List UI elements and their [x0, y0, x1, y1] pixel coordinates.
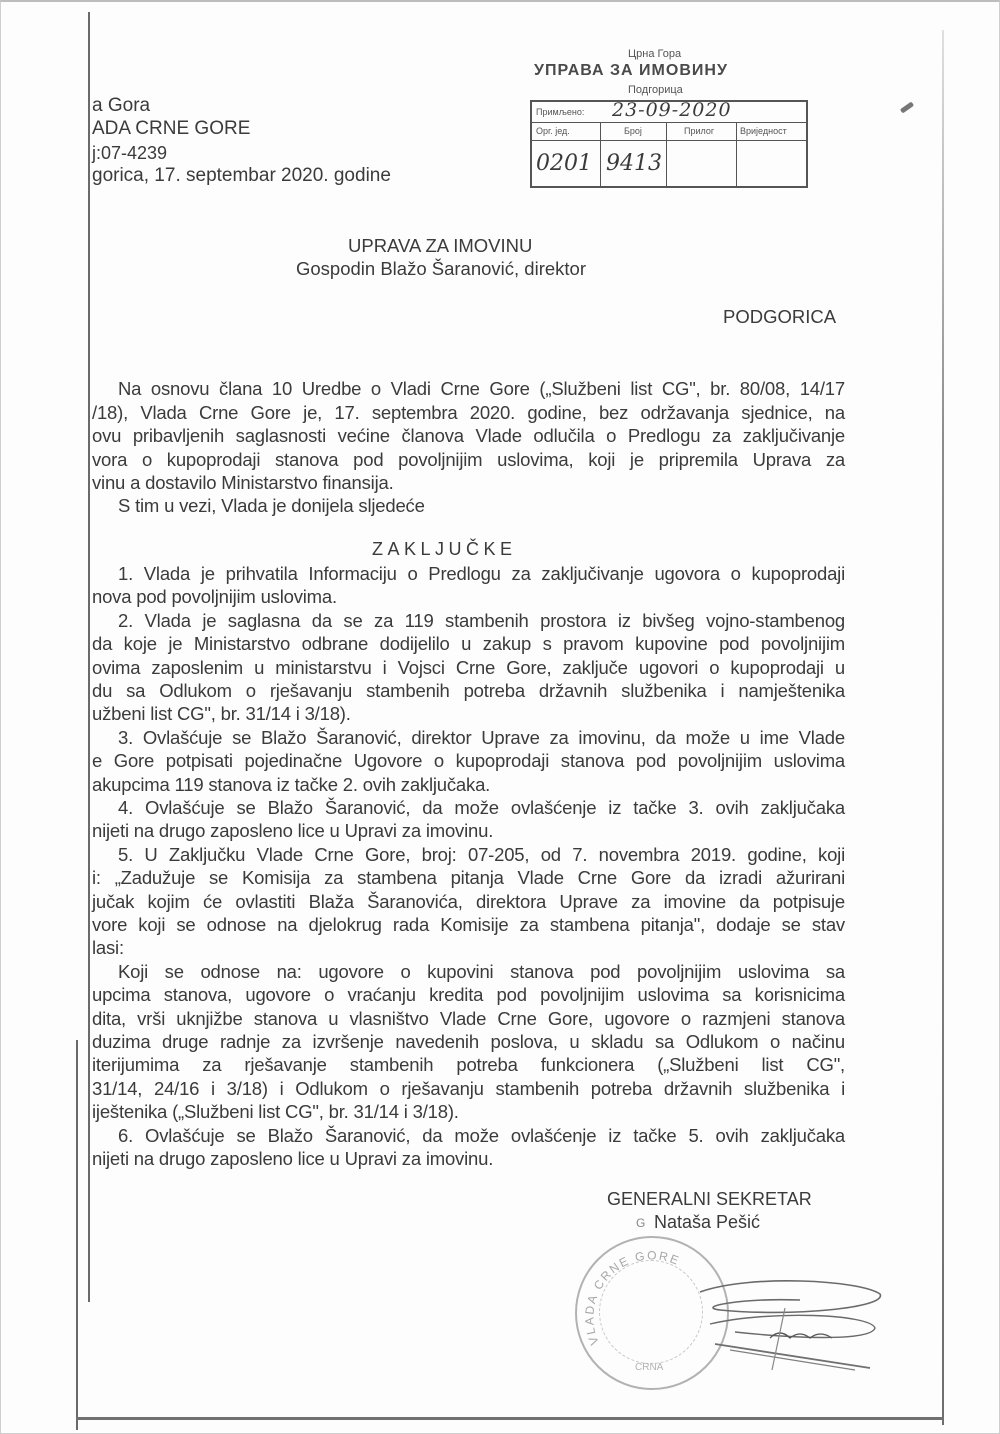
handwritten-signature: [690, 1262, 890, 1372]
header-reference-number: j:07-4239: [92, 143, 168, 163]
seal-partial-text: CRNA: [635, 1362, 664, 1373]
conclusion-line: 3. Ovlašćuje se Blažo Šaranović, direktor Uprave za imovinu, da može u ime Vlade: [118, 727, 845, 748]
svg-text:VLADA CRNE GORE: [582, 1248, 682, 1347]
conclusion-line: vore koji se odnose na djelokrug rada Komisije za stambena pitanja", dodaje se stav: [92, 914, 845, 935]
stamp-divider: [600, 122, 601, 188]
stamp-number-value: 9413: [606, 151, 662, 176]
seal-text: VLADA CRNE GORE: [582, 1248, 683, 1347]
intro-line: ovu pribavljenih saglasnosti većine članova Vlade odlučila o Predlogu za zaključivanje: [92, 425, 845, 446]
intro-line: vinu a dostavilo Ministarstvo finansija.: [92, 472, 394, 493]
conclusion-line: e Gore potpisati pojedinačne Ugovore o kupoprodaji stanova pod povoljnijim uslovima: [92, 750, 845, 771]
intro-line: S tim u vezi, Vlada je donijela sljedeće: [118, 495, 425, 516]
conclusion-line: 31/14, 24/16 i 3/18) i Odlukom o rješavanju stambenih potreba državnih službenika i: [92, 1078, 845, 1099]
stamp-number-label: Број: [624, 126, 642, 136]
intro-line: vora o kupoprodaji stanova pod povoljnijim uslovima, koji je pripremila Uprava za: [92, 449, 845, 470]
stamp-country: Црна Гора: [628, 48, 682, 60]
paper-edge-left-lower: [76, 1040, 78, 1430]
conclusion-line: jučak kojim će ovlastiti Blaža Šaranovića, direktora Uprave za imovine da potpisuje: [92, 891, 845, 912]
signatory-title: GENERALNI SEKRETAR: [607, 1189, 812, 1209]
conclusion-line: du sa Odlukom o rješavanju stambenih potreba državnih službenika i namještenika: [92, 680, 845, 701]
stamp-org-unit-label: Орг. јед.: [536, 126, 570, 136]
conclusion-line: iještenika („Službeni list CG", br. 31/14 i 3/18).: [92, 1101, 459, 1122]
conclusion-line: nijeti na drugo zaposleno lice u Upravi za imovinu.: [92, 1148, 494, 1169]
header-place-date: gorica, 17. septembar 2020. godine: [92, 165, 391, 186]
conclusion-line: da koje je Ministarstvo odbrane dodijelilo u zakup s pravom kupovine pod povoljnijim: [92, 633, 845, 654]
paper-edge-right: [942, 30, 944, 1425]
stamp-received-label: Примљено:: [536, 107, 585, 117]
conclusion-line: 6. Ovlašćuje se Blažo Šaranović, da može ovlašćenje iz tačke 5. ovih zaključaka: [118, 1125, 845, 1146]
recipient-institution: UPRAVA ZA IMOVINU: [348, 235, 533, 256]
conclusion-line: Koji se odnose na: ugovore o kupovini stanova pod povoljnijim uslovima sa: [118, 961, 845, 982]
conclusion-line: dita, vrši uknjižbe stanova u vlasništvo Vlade Crne Gore, ugovore o razmjeni stanova: [92, 1008, 845, 1029]
header-country: a Gora: [92, 95, 151, 116]
conclusion-line: nijeti na drugo zaposleno lice u Upravi za imovinu.: [92, 820, 494, 841]
conclusions-heading: ZAKLJUČKE: [372, 539, 517, 559]
seal-fragment-letter: G: [636, 1216, 646, 1230]
stamp-received-date: 23-09-2020: [612, 99, 732, 121]
registry-stamp-table: [530, 100, 808, 188]
stamp-institution: УПРАВА ЗА ИМОВИНУ: [534, 62, 728, 79]
conclusion-line: 5. U Zaključku Vlade Crne Gore, broj: 07-205, od 7. novembra 2019. godine, koji: [118, 844, 845, 865]
paper-edge-bottom: [76, 1417, 944, 1420]
conclusion-line: nova pod povoljnijim uslovima.: [92, 586, 337, 607]
stamp-divider: [666, 122, 667, 188]
conclusion-line: upcima stanova, ugovore o vraćanju kredita pod povoljnijim uslovima sa korisnicima: [92, 984, 845, 1005]
stamp-org-unit-value: 0201: [536, 151, 592, 176]
conclusion-line: 4. Ovlašćuje se Blažo Šaranović, da može ovlašćenje iz tačke 3. ovih zaključaka: [118, 797, 845, 818]
conclusion-line: užbeni list CG", br. 31/14 i 3/18).: [92, 703, 351, 724]
paper-edge-left: [88, 12, 90, 1302]
intro-line: Na osnovu člana 10 Uredbe o Vladi Crne Gore („Službeni list CG", br. 80/08, 14/17: [118, 378, 845, 399]
signatory-name: Nataša Pešić: [654, 1212, 761, 1232]
stamp-received-row: [532, 99, 806, 123]
conclusion-line: duzima druge radnje za izvršenje navedenih poslova, u skladu sa Odlukom o načinu: [92, 1031, 845, 1052]
conclusion-line: 2. Vlada je saglasna da se za 119 stambenih prostora iz bivšeg vojno-stambenog: [118, 610, 845, 631]
conclusion-line: i: „Zadužuje se Komisija za stambena pitanja Vlade Crne Gore da izradi ažurirani: [92, 867, 845, 888]
conclusion-line: lasi:: [92, 937, 124, 958]
stamp-header-divider: [532, 140, 806, 141]
stamp-value-label: Вриједност: [740, 126, 787, 136]
conclusion-line: akupcima 119 stanova iz tačke 2. ovih zaključaka.: [92, 774, 491, 795]
stamp-city: Подгорица: [628, 84, 683, 96]
stamp-divider: [736, 122, 737, 188]
conclusion-line: iterijumima za rješavanje stambenih potreba funkcionera („Službeni list CG",: [92, 1054, 845, 1075]
intro-line: /18), Vlada Crne Gore je, 17. septembra 2020. godine, bez održavanja sjednice, na: [92, 402, 845, 423]
conclusion-line: 1. Vlada je prihvatila Informaciju o Predlogu za zaključivanje ugovora o kupoprodaji: [118, 563, 845, 584]
recipient-city: PODGORICA: [723, 306, 837, 327]
conclusion-line: ovima zaposlenim u ministarstvu i Vojsci Crne Gore, zaključe ugovori o kupoprodaji u: [92, 657, 845, 678]
recipient-person: Gospodin Blažo Šaranović, direktor: [296, 258, 586, 279]
stamp-attachment-label: Прилог: [684, 126, 715, 136]
header-government: ADA CRNE GORE: [92, 118, 251, 139]
